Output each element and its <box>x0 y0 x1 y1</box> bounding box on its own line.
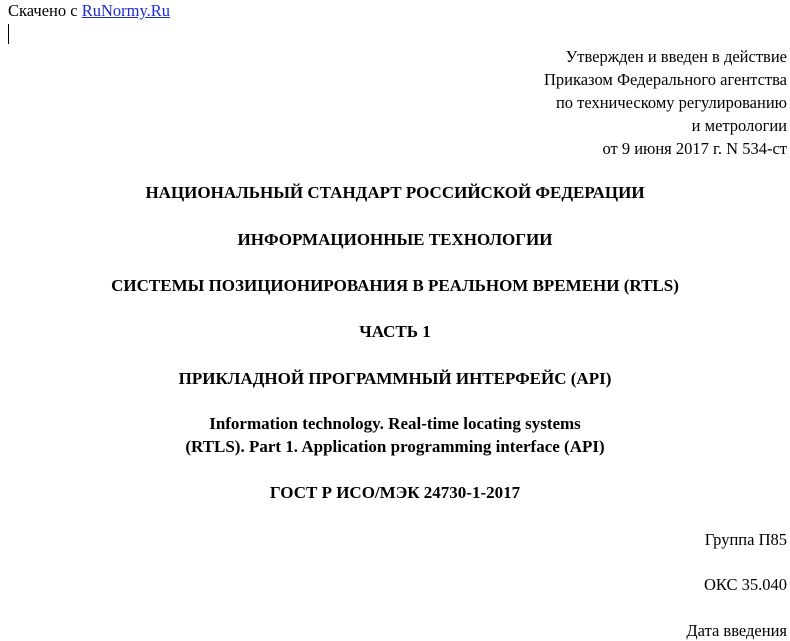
standard-code: ГОСТ Р ИСО/МЭК 24730-1-2017 <box>269 483 521 502</box>
field-heading: ИНФОРМАЦИОННЫЕ ТЕХНОЛОГИИ <box>237 230 553 249</box>
text-cursor <box>8 24 9 44</box>
part-heading: ЧАСТЬ 1 <box>359 322 431 341</box>
english-title-line-2: (RTLS). Part 1. Application programming interface (API) <box>185 437 605 456</box>
english-title-line-1: Information technology. Real-time locating systems <box>209 414 581 433</box>
system-heading: СИСТЕМЫ ПОЗИЦИОНИРОВАНИЯ В РЕАЛЬНОМ ВРЕМЕНИ (RTLS) <box>111 276 679 295</box>
runormy-link[interactable]: RuNormy.Ru <box>81 1 171 20</box>
approval-line: и метрологии <box>691 116 787 135</box>
approval-line: Приказом Федерального агентства <box>543 70 787 89</box>
approval-line: Утвержден и введен в действие <box>565 47 787 66</box>
oks-label: ОКС 35.040 <box>703 575 787 594</box>
download-source-prefix: Скачено с <box>8 1 78 20</box>
approval-line: по техническому регулированию <box>555 93 787 112</box>
group-label: Группа П85 <box>704 530 787 549</box>
intro-date-label: Дата введения <box>686 621 787 640</box>
approval-line: от 9 июня 2017 г. N 534-ст <box>602 139 787 158</box>
standard-heading: НАЦИОНАЛЬНЫЙ СТАНДАРТ РОССИЙСКОЙ ФЕДЕРАЦИИ <box>145 183 645 202</box>
download-source-line <box>8 1 170 21</box>
subject-heading: ПРИКЛАДНОЙ ПРОГРАММНЫЙ ИНТЕРФЕЙС (API) <box>178 369 612 388</box>
approval-block <box>544 45 787 160</box>
